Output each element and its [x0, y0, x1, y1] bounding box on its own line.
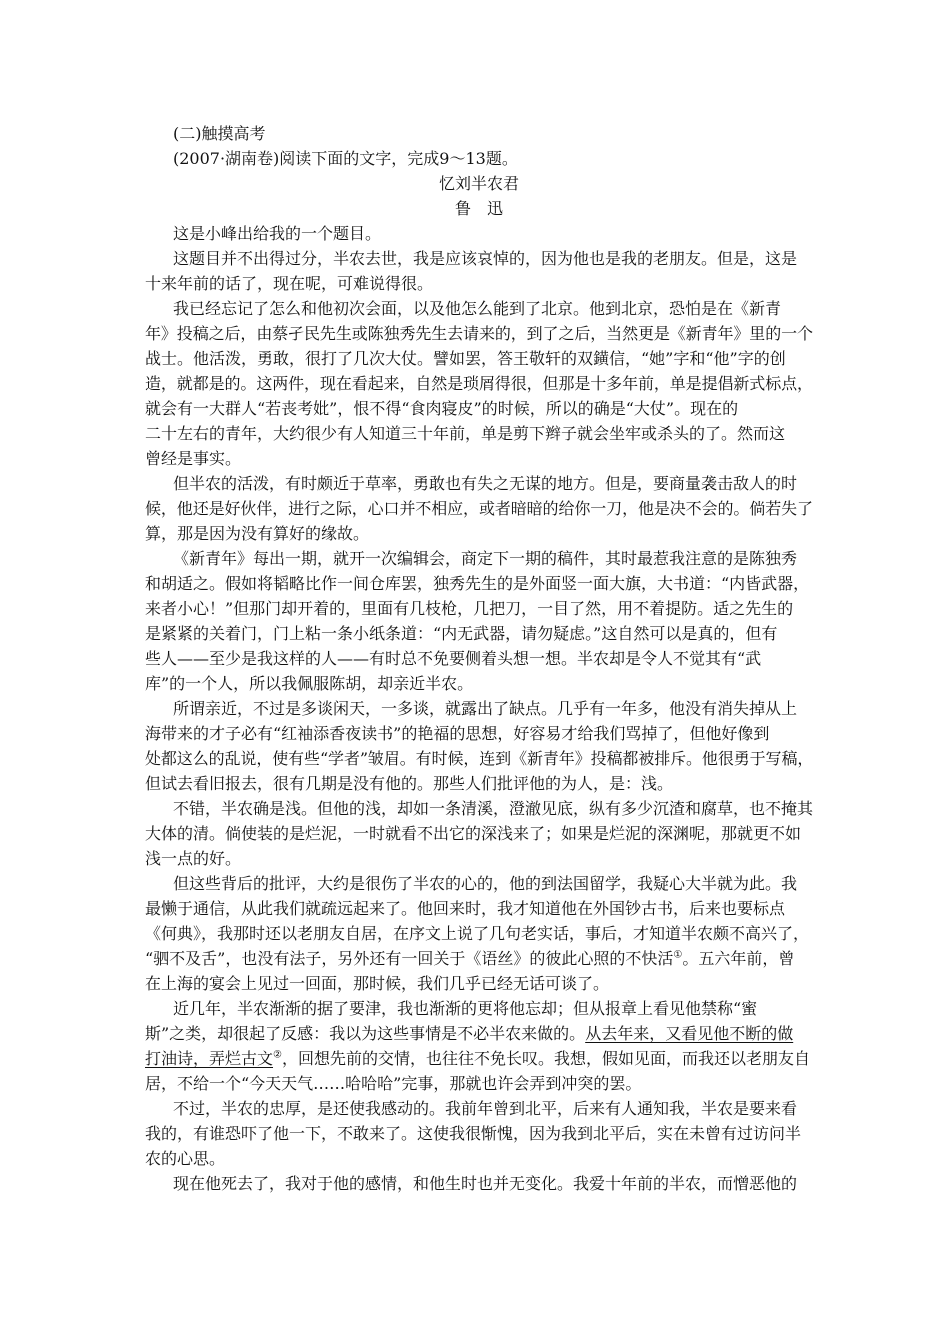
paragraph-line: 浅一点的好。 — [145, 849, 242, 868]
paragraph-line: 海带来的才子必有“红袖添香夜读书”的艳福的思想，好容易才给我们骂掉了，但他好像到 — [145, 724, 770, 743]
paragraph-line: 居，不给一个“今天天气……哈哈哈”完事，那就也许会弄到冲突的罢。 — [145, 1074, 642, 1093]
paragraph-line: 但这些背后的批评，大约是很伤了半农的心的，他的到法国留学，我疑心大半就为此。我 — [173, 874, 798, 893]
paragraph-line: 农的心思。 — [145, 1149, 226, 1168]
paragraph-line: 就会有一大群人“若丧考妣”，恨不得“食肉寝皮”的时候，所以的确是“大仗”。现在的 — [145, 399, 739, 418]
paragraph-line: 二十左右的青年，大约很少有人知道三十年前，单是剪下辫子就会坐牢或杀头的了。然而这 — [145, 424, 786, 443]
paragraph-line: 处都这么的乱说，使有些“学者”皱眉。有时候，连到《新青年》投稿都被排斥。他很勇于写稿， — [145, 749, 814, 768]
paragraph-line: 《新青年》每出一期，就开一次编辑会，商定下一期的稿件，其时最惹我注意的是陈独秀 — [173, 549, 798, 568]
paragraph-line: 曾经是事实。 — [145, 449, 242, 468]
paragraph-line: 在上海的宴会上见过一回面，那时候，我们几乎已经无话可谈了。 — [145, 974, 610, 993]
section-heading: (二)触摸高考 — [173, 124, 266, 143]
paragraph-line: 我已经忘记了怎么和他初次会面，以及他怎么能到了北京。他到北京，恐怕是在《新青 — [173, 299, 782, 318]
paragraph-line: 这是小峰出给我的一个题目。 — [173, 224, 382, 243]
paragraph-line: 年》投稿之后，由蔡孑民先生或陈独秀先生去请来的，到了之后，当然更是《新青年》里的一个 — [145, 324, 813, 343]
paragraph-line: 现在他死去了，我对于他的感情，和他生时也并无变化。我爱十年前的半农，而憎恶他的 — [173, 1174, 798, 1193]
paragraph-line: 所谓亲近，不过是多谈闲天，一多谈，就露出了缺点。几乎有一年多，他没有消失掉从上 — [173, 699, 798, 718]
paragraph-line: 候，他还是好伙伴，进行之际，心口并不相应，或者暗暗的给你一刀，他是决不会的。倘若失了 — [145, 499, 813, 518]
paragraph-line: 大体的清。倘使装的是烂泥，一时就看不出它的深浅来了；如果是烂泥的深渊呢，那就更不如 — [145, 824, 802, 843]
paragraph-line: 库”的一个人，所以我佩服陈胡，却亲近半农。 — [145, 674, 474, 693]
paragraph-line: 不错，半农确是浅。但他的浅，却如一条清溪，澄澈见底，纵有多少沉渣和腐草，也不掩其 — [173, 799, 814, 818]
paragraph-line: 打油诗，弄烂古文②，回想先前的交情，也往往不免长叹。我想，假如见面，而我还以老朋友自 — [145, 1049, 810, 1068]
paragraph-line: 不过，半农的忠厚，是还使我感动的。我前年曾到北平，后来有人通知我，半农是要来看 — [173, 1099, 798, 1118]
paragraph-line: “驷不及舌”，也没有法子，另外还有一回关于《语丝》的彼此心照的不快活①。五六年前，曾 — [145, 949, 795, 968]
instruction-text: (2007·湖南卷)阅读下面的文字，完成9～13题。 — [173, 149, 518, 168]
paragraph-line: 是紧紧的关着门，门上粘一条小纸条道：“内无武器，请勿疑虑。”这自然可以是真的，但有 — [145, 624, 778, 643]
paragraph-line: 战士。他活泼，勇敢，很打了几次大仗。譬如罢，答王敬轩的双鐄信，“她”字和“他”字的创 — [145, 349, 786, 368]
paragraph-line: 算，那是因为没有算好的缘故。 — [145, 524, 370, 543]
article-author: 鲁 迅 — [454, 199, 503, 218]
paragraph-line: 这题目并不出得过分，半农去世，我是应该哀悼的，因为他也是我的老朋友。但是，这是 — [173, 249, 798, 268]
footnote-marker: ① — [673, 949, 683, 961]
paragraph-line: 来者小心！”但那门却开着的，里面有几枝枪，几把刀，一目了然，用不着提防。适之先生的 — [145, 599, 794, 618]
paragraph-line: 《何典》，我那时还以老朋友自居，在序文上说了几句老实话，事后，才知道半农颇不高兴了， — [145, 924, 810, 943]
paragraph-line: 近几年，半农渐渐的据了要津，我也渐渐的更将他忘却；但从报章上看见他禁称“蜜 — [173, 999, 758, 1018]
article-title: 忆刘半农君 — [438, 174, 519, 193]
paragraph-line: 最懒于通信，从此我们就疏远起来了。他回来时，我才知道他在外国钞古书，后来也要标点 — [145, 899, 786, 918]
paragraph-line: 但试去看旧报去，很有几期是没有他的。那些人们批评他的为人，是：浅。 — [145, 774, 674, 793]
paragraph-line: 斯”之类，却很起了反感：我以为这些事情是不必半农来做的。从去年来，又看见他不断的做 — [145, 1024, 794, 1043]
underlined-phrase: 打油诗，弄烂古文 — [145, 1049, 274, 1068]
paragraph-line: 些人——至少是我这样的人——有时总不免要侧着头想一想。半农却是令人不觉其有“武 — [145, 649, 762, 668]
underlined-phrase: 从去年来，又看见他不断的做 — [585, 1024, 794, 1043]
paragraph-line: 造，就都是的。这两件，现在看起来，自然是琐屑得很，但那是十多年前，单是提倡新式标点， — [145, 374, 813, 393]
paragraph-line: 十来年前的话了，现在呢，可难说得很。 — [145, 274, 434, 293]
paragraph-line: 但半农的活泼，有时颇近于草率，勇敢也有失之无谋的地方。但是，要商量袭击敌人的时 — [173, 474, 798, 493]
paragraph-line: 和胡适之。假如将韬略比作一间仓库罢，独秀先生的是外面竖一面大旗，大书道：“内皆武器， — [145, 574, 810, 593]
paragraph-line: 我的，有谁恐吓了他一下，不敢来了。这使我很惭愧，因为我到北平后，实在未曾有过访问半 — [145, 1124, 802, 1143]
footnote-marker: ② — [273, 1049, 282, 1061]
